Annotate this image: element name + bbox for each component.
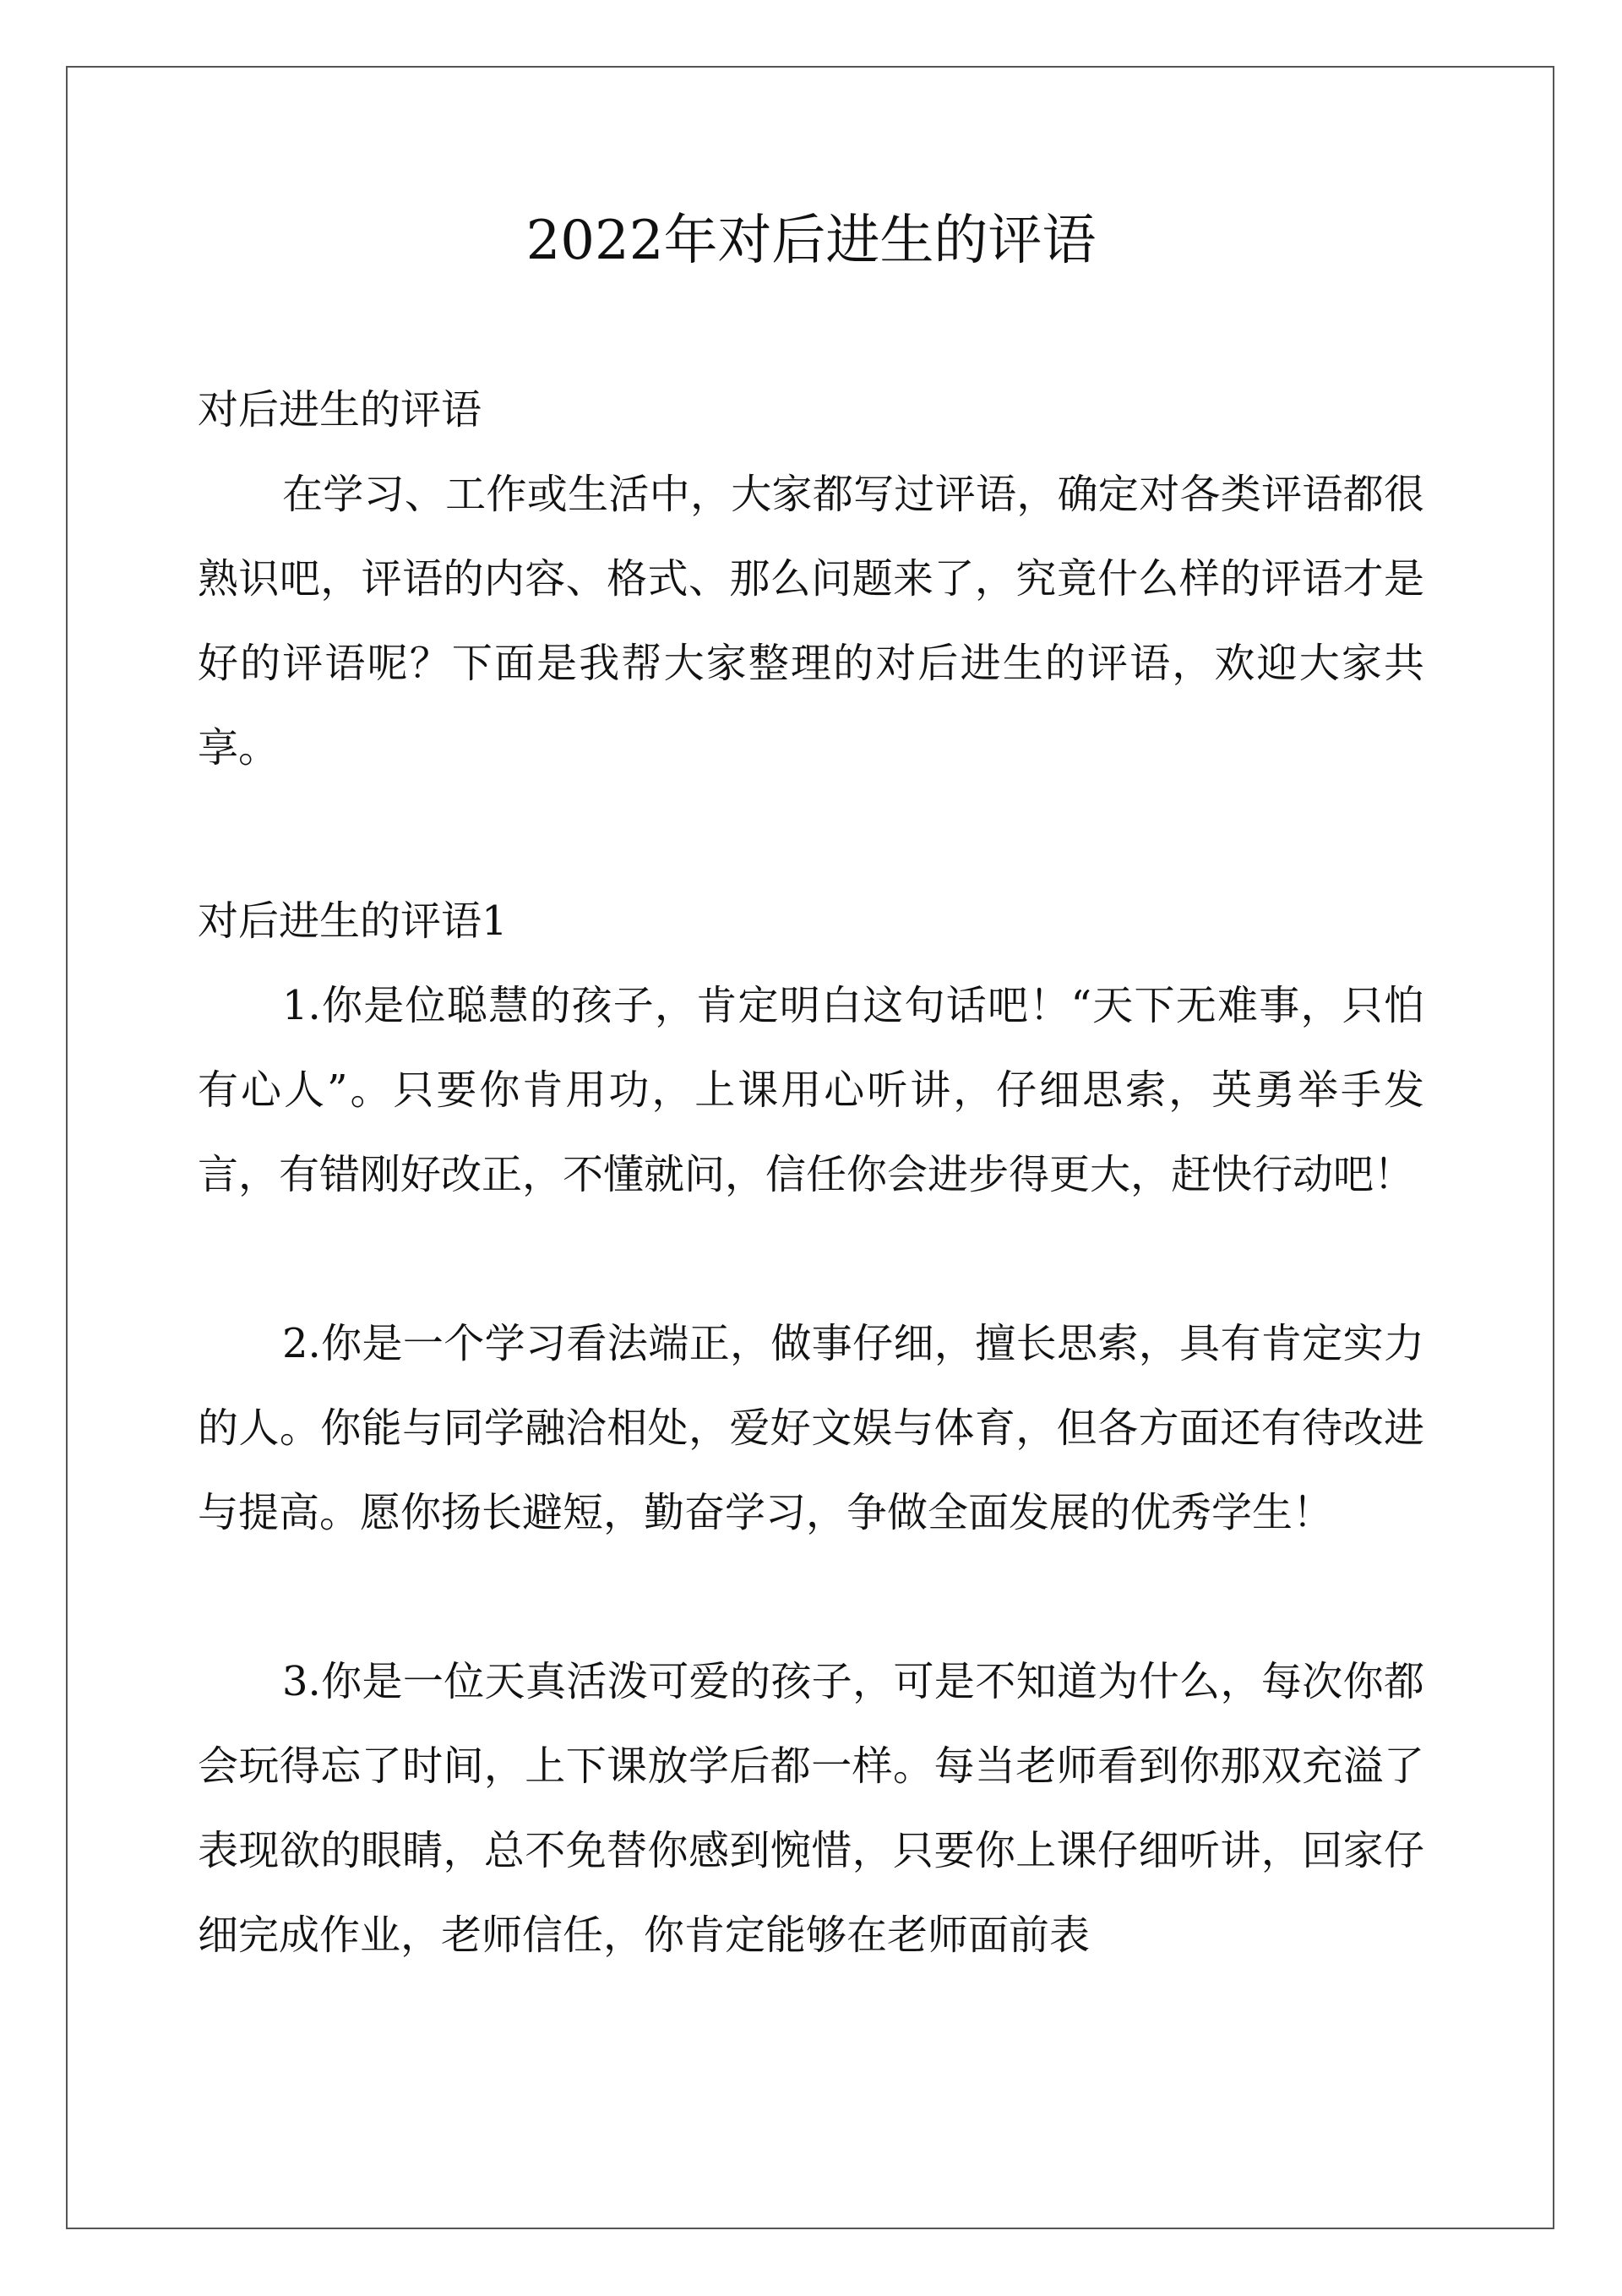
section-heading: 对后进生的评语1 (198, 897, 508, 945)
comment-item-2: 2.你是一个学习看法端正，做事仔细，擅长思索，具有肯定实力的人。你能与同学融洽相处，爱好文娱与体育，但各方面还有待改进与提高。愿你扬长避短，勤奋学习，争做全面发展的优秀学生！ (198, 1320, 1424, 1536)
comment-item-3: 3.你是一位天真活泼可爱的孩子，可是不知道为什么，每次你都会玩得忘了时间，上下课放学后都一样。每当老师看到你那双充溢了表现欲的眼睛，总不免替你感到惋惜，只要你上课仔细听讲，回家仔细完成作业，老师信任，你肯定能够在老师面前表 (198, 1658, 1424, 1959)
document-title: 2022年对后进生的评语 (525, 210, 1097, 272)
comment-item-1: 1.你是位聪慧的孩子，肯定明白这句话吧！“天下无难事，只怕有心人”。只要你肯用功，上课用心听讲，仔细思索，英勇举手发言，有错刚好改正，不懂就问，信任你会进步得更大，赶快行动吧！ (198, 982, 1424, 1198)
intro-heading: 对后进生的评语 (198, 386, 482, 434)
intro-paragraph: 在学习、工作或生活中，大家都写过评语，确定对各类评语都很熟识吧，评语的内容、格式、那么问题来了，究竟什么样的评语才是好的评语呢？下面是我帮大家整理的对后进生的评语，欢迎大家共享。 (198, 471, 1424, 772)
